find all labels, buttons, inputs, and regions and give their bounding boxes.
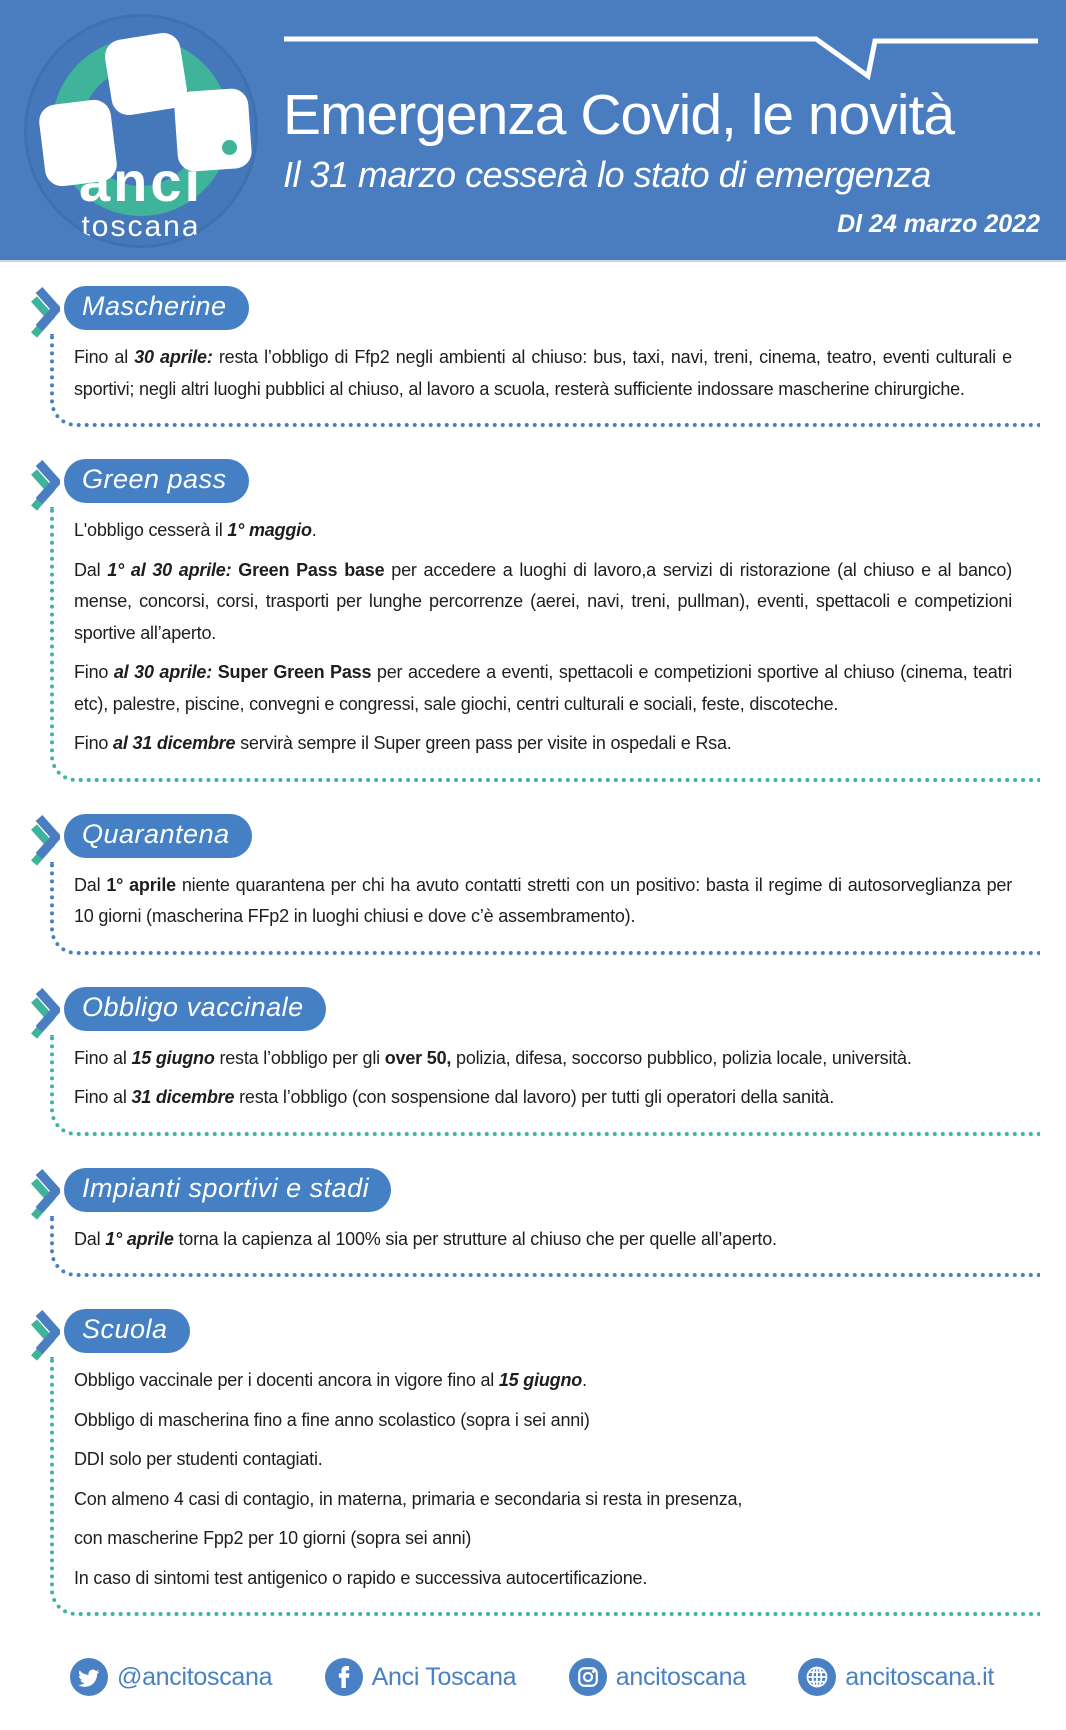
section-paragraph: Fino al 30 aprile: resta l’obbligo di Ffp2 negli ambienti al chiuso: bus, taxi, navi, treni, cinema, teatro, eventi culturali e sportivi; negli altri luoghi pubblici al chiuso, al lavoro a scuola, resterà sufficiente indossare mascherine chirurgiche. bbox=[74, 347, 1012, 399]
section-body bbox=[50, 1035, 1040, 1136]
section-paragraph: Con almeno 4 casi di contagio, in materna, primaria e secondaria si resta in presenza, bbox=[74, 1488, 743, 1509]
section-title: Obbligo vaccinale bbox=[82, 991, 304, 1022]
section-quarantena bbox=[50, 814, 1040, 955]
facebook-name: Anci Toscana bbox=[371, 1662, 517, 1691]
instagram-handle: ancitoscana bbox=[615, 1662, 746, 1691]
section-impianti-sportivi-e-stadi bbox=[50, 1168, 1040, 1278]
section-title-pill bbox=[64, 1168, 391, 1212]
section-paragraph: Fino al 30 aprile: Super Green Pass per accedere a eventi, spettacoli e competizioni sportive al chiuso (cinema, teatri etc), palestre, piscine, convegni e congressi, sale giochi, centri culturali e sociali, feste, discoteche. bbox=[74, 662, 1012, 714]
section-paragraph: L'obbligo cesserà il 1° maggio. bbox=[74, 520, 317, 540]
section-body bbox=[50, 334, 1040, 427]
chevron-icon bbox=[30, 286, 60, 340]
section-title: Impianti sportivi e stadi bbox=[82, 1172, 370, 1203]
section-body bbox=[50, 1357, 1040, 1616]
section-paragraph: Dal 1° aprile niente quarantena per chi ha avuto contatti stretti con un positivo: basta il regime di autosorveglianza per 10 giorni (mascherina FFp2 in luoghi chiusi e dove c’è assembramento). bbox=[74, 874, 1012, 926]
section-paragraph: DDI solo per studenti contagiati. bbox=[74, 1449, 323, 1469]
section-title-pill bbox=[64, 459, 249, 503]
twitter-handle: @ancitoscana bbox=[117, 1662, 273, 1691]
section-body bbox=[50, 1216, 1040, 1278]
section-title: Mascherine bbox=[82, 291, 227, 321]
facebook-link[interactable] bbox=[325, 1658, 517, 1696]
section-scuola bbox=[50, 1309, 1040, 1616]
section-paragraph: In caso di sintomi test antigenico o rapido e successiva autocertificazione. bbox=[74, 1567, 648, 1588]
sections-container bbox=[0, 262, 1066, 1648]
section-mascherine bbox=[50, 286, 1040, 427]
anci-toscana-logo bbox=[24, 14, 258, 248]
section-body bbox=[50, 507, 1040, 782]
section-title: Scuola bbox=[82, 1314, 168, 1344]
section-paragraph: Dal 1° aprile torna la capienza al 100% sia per strutture al chiuso che per quelle all’aperto. bbox=[74, 1228, 777, 1249]
page-title: Emergenza Covid, le novità bbox=[283, 83, 955, 147]
section-paragraph: Obbligo vaccinale per i docenti ancora in vigore fino al 15 giugno. bbox=[74, 1370, 587, 1390]
section-body bbox=[50, 862, 1040, 955]
facebook-icon bbox=[325, 1658, 363, 1696]
twitter-icon bbox=[70, 1658, 108, 1696]
section-paragraph: Fino al 31 dicembre servirà sempre il Super green pass per visite in ospedali e Rsa. bbox=[74, 733, 732, 753]
instagram-link[interactable] bbox=[569, 1658, 746, 1696]
logo-wordmark bbox=[24, 150, 258, 243]
chevron-icon bbox=[30, 459, 60, 513]
instagram-icon bbox=[569, 1658, 607, 1696]
header-text-block bbox=[283, 34, 1040, 239]
chevron-icon bbox=[30, 1168, 60, 1222]
logo-text-anci: anci bbox=[78, 150, 204, 213]
website-url: ancitoscana.it bbox=[845, 1662, 994, 1691]
section-title-pill bbox=[64, 286, 249, 330]
twitter-link[interactable] bbox=[70, 1658, 272, 1696]
section-title: Quarantena bbox=[82, 818, 230, 849]
footer-social-bar bbox=[0, 1648, 1066, 1730]
section-title-pill bbox=[64, 814, 252, 858]
header-banner bbox=[0, 0, 1066, 262]
section-title-pill bbox=[64, 987, 326, 1031]
section-title-pill bbox=[64, 1309, 190, 1353]
section-paragraph: Obbligo di mascherina fino a fine anno scolastico (sopra i sei anni) bbox=[74, 1409, 590, 1430]
page-subtitle: Il 31 marzo cesserà lo stato di emergenza bbox=[283, 153, 931, 195]
section-paragraph: con mascherine Fpp2 per 10 giorni (sopra sei anni) bbox=[74, 1528, 472, 1548]
globe-icon bbox=[798, 1658, 836, 1696]
logo-i-dot bbox=[222, 140, 237, 155]
section-paragraph: Dal 1° al 30 aprile: Green Pass base per accedere a luoghi di lavoro,a servizi di ristorazione (al chiuso e al banco) mense, concorsi, corsi, trasporti per lunghe percorrenze (aerei, navi, treni, pullman), eventi, spettacoli e competizioni sportive all’aperto. bbox=[74, 559, 1012, 643]
chevron-icon bbox=[30, 814, 60, 868]
chevron-icon bbox=[30, 1309, 60, 1363]
speech-bubble-line bbox=[283, 34, 1040, 82]
section-title: Green pass bbox=[82, 464, 227, 494]
section-paragraph: Fino al 15 giugno resta l’obbligo per gli over 50, polizia, difesa, soccorso pubblico, polizia locale, università. bbox=[74, 1047, 912, 1068]
section-green-pass bbox=[50, 459, 1040, 782]
decree-date: Dl 24 marzo 2022 bbox=[837, 209, 1040, 238]
website-link[interactable] bbox=[798, 1658, 994, 1696]
section-paragraph: Fino al 31 dicembre resta l’obbligo (con sospensione dal lavoro) per tutti gli operatori della sanità. bbox=[74, 1087, 835, 1107]
logo-text-toscana: toscana bbox=[81, 210, 201, 243]
section-obbligo-vaccinale bbox=[50, 987, 1040, 1136]
chevron-icon bbox=[30, 987, 60, 1041]
